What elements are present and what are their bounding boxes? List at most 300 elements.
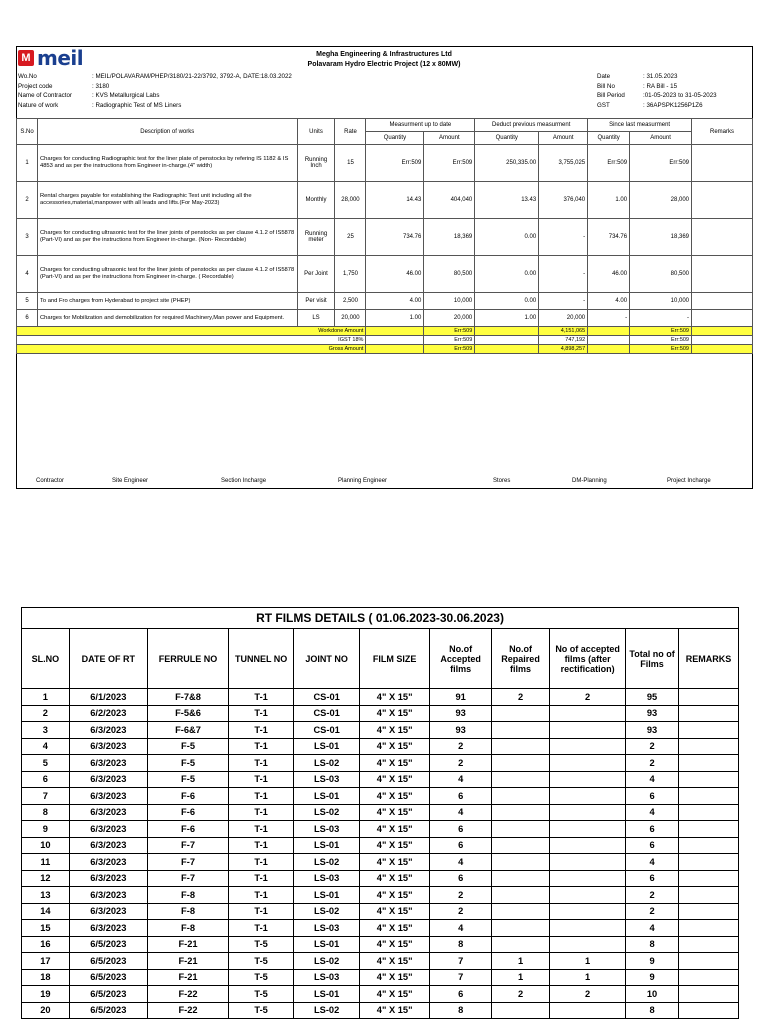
description-cell: Rental charges payable for establishing the Radiographic Test unit including all the accessories,material,manpower with all leads and lifts.(For May-2023) xyxy=(37,182,297,219)
rt-film-row xyxy=(22,738,739,755)
since-qty-cell: 4.00 xyxy=(588,293,630,310)
sl-no-cell: 19 xyxy=(22,986,70,1003)
upto-qty-cell: 734.76 xyxy=(366,219,424,256)
date-cell: 6/3/2023 xyxy=(69,870,147,887)
after-rectification-cell xyxy=(550,705,626,722)
accepted-cell: 2 xyxy=(430,903,492,920)
film-size-cell: 4" X 15" xyxy=(360,837,430,854)
accepted-cell: 6 xyxy=(430,837,492,854)
prev-amt-cell: - xyxy=(539,256,588,293)
film-size-cell: 4" X 15" xyxy=(360,887,430,904)
bill-row xyxy=(17,256,753,293)
total-cell: 6 xyxy=(626,870,679,887)
tunnel-cell: T-1 xyxy=(229,903,294,920)
joint-cell: CS-01 xyxy=(294,705,360,722)
bill-row xyxy=(17,293,753,310)
nature-of-work-value: : Radiographic Test of MS Liners xyxy=(92,101,182,109)
rt-films-title: RT FILMS DETAILS ( 01.06.2023-30.06.2023) xyxy=(22,608,739,629)
repaired-cell: 2 xyxy=(492,986,550,1003)
joint-cell: CS-01 xyxy=(294,722,360,739)
ferrule-cell: F-22 xyxy=(147,1002,228,1019)
accepted-cell: 93 xyxy=(430,722,492,739)
accepted-cell: 6 xyxy=(430,788,492,805)
after-rectification-cell xyxy=(550,738,626,755)
project-name: Polavaram Hydro Electric Project (12 x 80MW) xyxy=(307,61,461,68)
remarks-cell xyxy=(678,738,738,755)
sl-no-cell: 12 xyxy=(22,870,70,887)
remarks-cell xyxy=(692,145,753,182)
film-size-cell: 4" X 15" xyxy=(360,705,430,722)
total-cell: 9 xyxy=(626,953,679,970)
rt-film-row xyxy=(22,722,739,739)
bill-table xyxy=(16,118,753,354)
col-accepted-after-rectification: No of accepted films (after rectification) xyxy=(550,629,626,689)
sl-no-cell: 20 xyxy=(22,1002,70,1019)
tunnel-cell: T-5 xyxy=(229,953,294,970)
total-since-amt: Err:509 xyxy=(630,345,692,354)
accepted-cell: 2 xyxy=(430,738,492,755)
joint-cell: LS-01 xyxy=(294,887,360,904)
accepted-cell: 6 xyxy=(430,986,492,1003)
total-cell: 4 xyxy=(626,771,679,788)
total-since-amt: Err:509 xyxy=(630,327,692,336)
sl-no-cell: 4 xyxy=(22,738,70,755)
repaired-cell xyxy=(492,788,550,805)
repaired-cell xyxy=(492,738,550,755)
total-cell: 2 xyxy=(626,903,679,920)
rt-film-row xyxy=(22,788,739,805)
remarks-cell xyxy=(692,310,753,327)
tunnel-cell: T-5 xyxy=(229,986,294,1003)
total-cell: 6 xyxy=(626,821,679,838)
remarks-cell xyxy=(678,837,738,854)
bill-row xyxy=(17,310,753,327)
date-cell: 6/3/2023 xyxy=(69,804,147,821)
date-label: Date xyxy=(597,73,611,80)
film-size-cell: 4" X 15" xyxy=(360,689,430,706)
joint-cell: LS-01 xyxy=(294,738,360,755)
total-label: Gross Amount xyxy=(17,345,366,354)
repaired-cell xyxy=(492,1002,550,1019)
tunnel-cell: T-1 xyxy=(229,870,294,887)
since-amt-cell: - xyxy=(630,310,692,327)
total-cell: 93 xyxy=(626,705,679,722)
total-label: Workdone Amount xyxy=(17,327,366,336)
description-cell: Charges for Mobilization and demobilization for required Machinery,Man power and Equipment. xyxy=(37,310,297,327)
remarks-cell xyxy=(678,821,738,838)
col-prev-amt: Amount xyxy=(539,132,588,145)
sl-no-cell: 15 xyxy=(22,920,70,937)
remarks-cell xyxy=(678,870,738,887)
col-remarks: Remarks xyxy=(692,119,753,145)
description-cell: Charges for conducting ultrasonic test for the liner joints of penstocks as per clause 4.1.2 of IS5878 (Part-VI) and as per the instructions from Engineer in-charge. (Non- Recordable) xyxy=(37,219,297,256)
sl-no-cell: 13 xyxy=(22,887,70,904)
prev-qty-cell: 1.00 xyxy=(475,310,539,327)
col-repaired-films: No.of Repaired films xyxy=(492,629,550,689)
col-since-amt: Amount xyxy=(630,132,692,145)
joint-cell: LS-02 xyxy=(294,854,360,871)
remarks-cell xyxy=(678,1002,738,1019)
wo-no-value: : MEIL/POLAVARAM/PHEP/3180/21-22/3792, 3792-A, DATE:18.03.2022 xyxy=(92,73,292,80)
rate-cell: 28,000 xyxy=(335,182,366,219)
after-rectification-cell xyxy=(550,771,626,788)
tunnel-cell: T-5 xyxy=(229,1002,294,1019)
remarks-cell xyxy=(678,969,738,986)
date-cell: 6/3/2023 xyxy=(69,821,147,838)
film-size-cell: 4" X 15" xyxy=(360,722,430,739)
tunnel-cell: T-1 xyxy=(229,738,294,755)
repaired-cell: 1 xyxy=(492,969,550,986)
tunnel-cell: T-1 xyxy=(229,771,294,788)
accepted-cell: 4 xyxy=(430,771,492,788)
sno-cell: 1 xyxy=(17,145,38,182)
bill-period-label: Bill Period xyxy=(597,92,625,99)
sl-no-cell: 9 xyxy=(22,821,70,838)
ferrule-cell: F-21 xyxy=(147,969,228,986)
total-prev-amt: 4,151,065 xyxy=(539,327,588,336)
ferrule-cell: F-7 xyxy=(147,870,228,887)
units-cell: Per visit xyxy=(297,293,335,310)
ferrule-cell: F-5 xyxy=(147,771,228,788)
repaired-cell xyxy=(492,936,550,953)
rt-film-row xyxy=(22,986,739,1003)
since-qty-cell: 1.00 xyxy=(588,182,630,219)
wo-no-label: Wo.No xyxy=(18,73,37,80)
upto-amt-cell: 404,040 xyxy=(424,182,475,219)
accepted-cell: 2 xyxy=(430,755,492,772)
rt-film-row xyxy=(22,920,739,937)
bill-row xyxy=(17,219,753,256)
upto-amt-cell: 80,500 xyxy=(424,256,475,293)
ferrule-cell: F-22 xyxy=(147,986,228,1003)
date-cell: 6/5/2023 xyxy=(69,936,147,953)
after-rectification-cell xyxy=(550,887,626,904)
upto-qty-cell: 14.43 xyxy=(366,182,424,219)
ferrule-cell: F-7 xyxy=(147,837,228,854)
rt-film-row xyxy=(22,821,739,838)
date-cell: 6/3/2023 xyxy=(69,738,147,755)
upto-amt-cell: 18,369 xyxy=(424,219,475,256)
total-cell: 10 xyxy=(626,986,679,1003)
total-cell: 4 xyxy=(626,854,679,871)
remarks-cell xyxy=(678,953,738,970)
film-size-cell: 4" X 15" xyxy=(360,903,430,920)
bill-period-value: :01-05-2023 to 31-05-2023 xyxy=(643,92,717,99)
since-amt-cell: 10,000 xyxy=(630,293,692,310)
joint-cell: LS-03 xyxy=(294,821,360,838)
sl-no-cell: 16 xyxy=(22,936,70,953)
total-remarks xyxy=(692,345,753,354)
total-prev-amt: 747,192 xyxy=(539,336,588,345)
total-since-qty xyxy=(588,345,630,354)
total-upto-qty xyxy=(366,327,424,336)
sign-stores: Stores xyxy=(493,478,511,484)
rt-film-row xyxy=(22,903,739,920)
prev-amt-cell: 3,755,025 xyxy=(539,145,588,182)
tunnel-cell: T-1 xyxy=(229,804,294,821)
col-upto-date: Measurment up to date xyxy=(366,119,475,132)
upto-amt-cell: 20,000 xyxy=(424,310,475,327)
sl-no-cell: 2 xyxy=(22,705,70,722)
rt-film-row xyxy=(22,887,739,904)
prev-qty-cell: 0.00 xyxy=(475,219,539,256)
rt-film-row xyxy=(22,953,739,970)
film-size-cell: 4" X 15" xyxy=(360,986,430,1003)
tunnel-cell: T-5 xyxy=(229,969,294,986)
rate-cell: 20,000 xyxy=(335,310,366,327)
repaired-cell xyxy=(492,870,550,887)
remarks-cell xyxy=(678,854,738,871)
date-cell: 6/2/2023 xyxy=(69,705,147,722)
sl-no-cell: 1 xyxy=(22,689,70,706)
sno-cell: 4 xyxy=(17,256,38,293)
col-sno: S.No xyxy=(17,119,38,145)
prev-amt-cell: 20,000 xyxy=(539,310,588,327)
film-size-cell: 4" X 15" xyxy=(360,1002,430,1019)
since-qty-cell: - xyxy=(588,310,630,327)
project-code-label: Project code xyxy=(18,82,53,90)
rt-film-row xyxy=(22,1002,739,1019)
ferrule-cell: F-6 xyxy=(147,821,228,838)
total-cell: 6 xyxy=(626,837,679,854)
total-since-qty xyxy=(588,336,630,345)
col-since-last: Since last measurment xyxy=(588,119,692,132)
accepted-cell: 93 xyxy=(430,705,492,722)
remarks-cell xyxy=(678,986,738,1003)
joint-cell: CS-01 xyxy=(294,689,360,706)
logo-text: meil xyxy=(37,46,84,70)
sl-no-cell: 8 xyxy=(22,804,70,821)
description-cell: To and Fro charges from Hyderabad to project site (PHEP) xyxy=(37,293,297,310)
total-since-amt: Err:509 xyxy=(630,336,692,345)
film-size-cell: 4" X 15" xyxy=(360,920,430,937)
nature-of-work-label: Nature of work xyxy=(18,101,59,109)
units-cell: Per Joint xyxy=(297,256,335,293)
project-code-value: : 3180 xyxy=(92,82,110,90)
prev-amt-cell: - xyxy=(539,293,588,310)
col-joint-no: JOINT NO xyxy=(294,629,360,689)
total-cell: 2 xyxy=(626,755,679,772)
date-cell: 6/3/2023 xyxy=(69,771,147,788)
ferrule-cell: F-6 xyxy=(147,804,228,821)
col-film-size: FILM SIZE xyxy=(360,629,430,689)
ferrule-cell: F-7 xyxy=(147,854,228,871)
tunnel-cell: T-1 xyxy=(229,689,294,706)
bill-total-row xyxy=(17,345,753,354)
ferrule-cell: F-5&6 xyxy=(147,705,228,722)
accepted-cell: 7 xyxy=(430,969,492,986)
since-amt-cell: 18,369 xyxy=(630,219,692,256)
joint-cell: LS-02 xyxy=(294,953,360,970)
ferrule-cell: F-8 xyxy=(147,920,228,937)
rt-film-row xyxy=(22,771,739,788)
date-cell: 6/3/2023 xyxy=(69,903,147,920)
col-remarks: REMARKS xyxy=(678,629,738,689)
total-cell: 93 xyxy=(626,722,679,739)
tunnel-cell: T-1 xyxy=(229,887,294,904)
repaired-cell xyxy=(492,755,550,772)
joint-cell: LS-01 xyxy=(294,837,360,854)
since-amt-cell: 80,500 xyxy=(630,256,692,293)
after-rectification-cell xyxy=(550,788,626,805)
ferrule-cell: F-21 xyxy=(147,936,228,953)
rt-film-row xyxy=(22,804,739,821)
sl-no-cell: 3 xyxy=(22,722,70,739)
prev-qty-cell: 0.00 xyxy=(475,256,539,293)
repaired-cell xyxy=(492,705,550,722)
after-rectification-cell xyxy=(550,837,626,854)
col-prev-qty: Quantity xyxy=(475,132,539,145)
total-cell: 4 xyxy=(626,920,679,937)
sign-section-incharge: Section Incharge xyxy=(221,478,267,484)
tunnel-cell: T-5 xyxy=(229,936,294,953)
joint-cell: LS-02 xyxy=(294,903,360,920)
film-size-cell: 4" X 15" xyxy=(360,755,430,772)
prev-qty-cell: 0.00 xyxy=(475,293,539,310)
after-rectification-cell: 1 xyxy=(550,953,626,970)
after-rectification-cell xyxy=(550,722,626,739)
units-cell: LS xyxy=(297,310,335,327)
total-cell: 8 xyxy=(626,936,679,953)
rt-film-row xyxy=(22,689,739,706)
total-upto-qty xyxy=(366,345,424,354)
repaired-cell: 2 xyxy=(492,689,550,706)
bill-total-row xyxy=(17,327,753,336)
date-cell: 6/1/2023 xyxy=(69,689,147,706)
date-cell: 6/5/2023 xyxy=(69,953,147,970)
units-cell: Running meter xyxy=(297,219,335,256)
total-upto-amt: Err:509 xyxy=(424,345,475,354)
sign-dm-planning: DM-Planning xyxy=(572,478,607,484)
accepted-cell: 6 xyxy=(430,870,492,887)
repaired-cell xyxy=(492,920,550,937)
sl-no-cell: 5 xyxy=(22,755,70,772)
col-total-films: Total no of Films xyxy=(626,629,679,689)
accepted-cell: 2 xyxy=(430,887,492,904)
sl-no-cell: 6 xyxy=(22,771,70,788)
sl-no-cell: 7 xyxy=(22,788,70,805)
total-prev-qty xyxy=(475,336,539,345)
col-ferrule-no: FERRULE NO xyxy=(147,629,228,689)
remarks-cell xyxy=(678,705,738,722)
bill-header-left xyxy=(18,72,292,110)
remarks-cell xyxy=(692,256,753,293)
repaired-cell xyxy=(492,722,550,739)
after-rectification-cell: 2 xyxy=(550,986,626,1003)
total-cell: 2 xyxy=(626,887,679,904)
ferrule-cell: F-8 xyxy=(147,903,228,920)
joint-cell: LS-03 xyxy=(294,920,360,937)
since-amt-cell: Err:509 xyxy=(630,145,692,182)
ferrule-cell: F-5 xyxy=(147,738,228,755)
gst-value: : 36APSPK1256P1Z6 xyxy=(643,101,703,109)
upto-qty-cell: 4.00 xyxy=(366,293,424,310)
date-cell: 6/5/2023 xyxy=(69,969,147,986)
repaired-cell xyxy=(492,903,550,920)
remarks-cell xyxy=(678,788,738,805)
ferrule-cell: F-8 xyxy=(147,887,228,904)
logo-mark-icon: M xyxy=(18,50,34,66)
total-remarks xyxy=(692,336,753,345)
joint-cell: LS-03 xyxy=(294,771,360,788)
sno-cell: 5 xyxy=(17,293,38,310)
tunnel-cell: T-1 xyxy=(229,837,294,854)
remarks-cell xyxy=(678,887,738,904)
remarks-cell xyxy=(678,804,738,821)
film-size-cell: 4" X 15" xyxy=(360,854,430,871)
total-upto-qty xyxy=(366,336,424,345)
rt-film-row xyxy=(22,870,739,887)
tunnel-cell: T-1 xyxy=(229,705,294,722)
total-prev-qty xyxy=(475,345,539,354)
joint-cell: LS-02 xyxy=(294,804,360,821)
after-rectification-cell xyxy=(550,920,626,937)
total-cell: 9 xyxy=(626,969,679,986)
since-qty-cell: Err:509 xyxy=(588,145,630,182)
accepted-cell: 8 xyxy=(430,1002,492,1019)
joint-cell: LS-01 xyxy=(294,936,360,953)
ferrule-cell: F-7&8 xyxy=(147,689,228,706)
film-size-cell: 4" X 15" xyxy=(360,738,430,755)
film-size-cell: 4" X 15" xyxy=(360,969,430,986)
rt-film-row xyxy=(22,854,739,871)
remarks-cell xyxy=(678,689,738,706)
date-cell: 6/5/2023 xyxy=(69,1002,147,1019)
film-size-cell: 4" X 15" xyxy=(360,936,430,953)
total-label: IGST 18% xyxy=(17,336,366,345)
joint-cell: LS-02 xyxy=(294,755,360,772)
since-qty-cell: 46.00 xyxy=(588,256,630,293)
film-size-cell: 4" X 15" xyxy=(360,870,430,887)
col-upto-qty: Quantity xyxy=(366,132,424,145)
repaired-cell xyxy=(492,821,550,838)
col-date-of-rt: DATE OF RT xyxy=(69,629,147,689)
company-name: Megha Engineering & Infrastructures Ltd xyxy=(316,51,452,58)
sl-no-cell: 14 xyxy=(22,903,70,920)
sign-contractor: Contractor xyxy=(36,478,65,484)
units-cell: Monthly xyxy=(297,182,335,219)
ferrule-cell: F-6 xyxy=(147,788,228,805)
total-upto-amt: Err:509 xyxy=(424,327,475,336)
ferrule-cell: F-5 xyxy=(147,755,228,772)
total-cell: 2 xyxy=(626,738,679,755)
accepted-cell: 4 xyxy=(430,804,492,821)
total-remarks xyxy=(692,327,753,336)
bill-no-label: Bill No xyxy=(597,82,615,90)
upto-qty-cell: Err:509 xyxy=(366,145,424,182)
rt-films-table xyxy=(21,607,739,1019)
date-cell: 6/3/2023 xyxy=(69,887,147,904)
after-rectification-cell xyxy=(550,1002,626,1019)
remarks-cell xyxy=(692,219,753,256)
tunnel-cell: T-1 xyxy=(229,722,294,739)
after-rectification-cell xyxy=(550,936,626,953)
sign-project-incharge: Project Incharge xyxy=(667,478,711,484)
sl-no-cell: 17 xyxy=(22,953,70,970)
prev-amt-cell: 376,040 xyxy=(539,182,588,219)
repaired-cell xyxy=(492,854,550,871)
joint-cell: LS-01 xyxy=(294,788,360,805)
units-cell: Running Inch xyxy=(297,145,335,182)
upto-amt-cell: Err:509 xyxy=(424,145,475,182)
tunnel-cell: T-1 xyxy=(229,788,294,805)
date-cell: 6/3/2023 xyxy=(69,920,147,937)
joint-cell: LS-01 xyxy=(294,986,360,1003)
after-rectification-cell xyxy=(550,903,626,920)
after-rectification-cell: 2 xyxy=(550,689,626,706)
date-cell: 6/3/2023 xyxy=(69,755,147,772)
sign-planning-engineer: Planning Engineer xyxy=(338,478,388,484)
